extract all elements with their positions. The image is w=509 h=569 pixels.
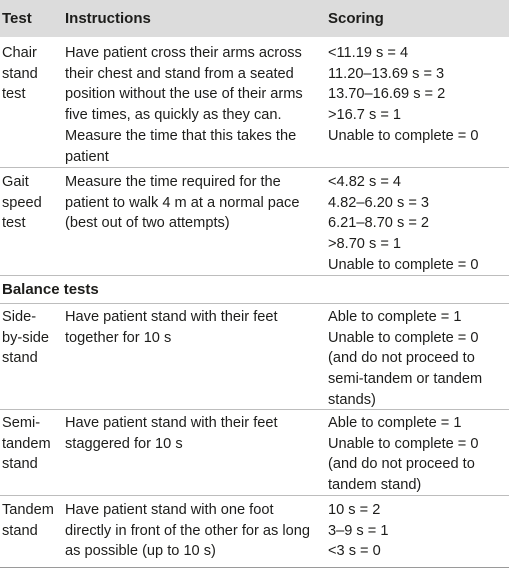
- test-name-line: Chair: [2, 45, 37, 61]
- scoring-line: <11.19 s = 4: [328, 45, 409, 61]
- row-instructions-cell: [65, 413, 278, 454]
- row-divider: [0, 409, 509, 410]
- scoring-line: Able to complete = 1: [328, 415, 462, 431]
- row-divider: [0, 275, 509, 276]
- header-test: Test: [2, 10, 32, 27]
- test-name-line: stand: [2, 522, 38, 539]
- instruction-line: directly in front of the other for as long: [65, 522, 310, 539]
- row-test-cell: [2, 500, 54, 541]
- test-name-line: tandem: [2, 435, 51, 452]
- table-header: [0, 0, 509, 37]
- test-name-line: by-side: [2, 329, 50, 346]
- test-name-line: speed: [2, 194, 42, 211]
- row-divider: [0, 167, 509, 168]
- instruction-line: position without the use of their arms: [65, 86, 303, 103]
- scoring-line: Unable to complete = 0: [328, 256, 479, 273]
- header-instructions: Instructions: [65, 10, 151, 27]
- row-scoring-cell: [328, 413, 479, 496]
- test-name-line: Semi-: [2, 415, 41, 431]
- row-test-cell: [2, 172, 42, 234]
- scoring-line: 3–9 s = 1: [328, 522, 389, 539]
- instruction-line: Have patient stand with their feet: [65, 309, 278, 325]
- test-name-line: test: [2, 215, 26, 232]
- row-instructions-cell: [65, 43, 303, 167]
- row-instructions-cell: [65, 172, 299, 234]
- row-test-cell: [2, 43, 38, 105]
- scoring-line: stands): [328, 391, 376, 408]
- test-name-line: Tandem: [2, 502, 54, 518]
- test-name-line: test: [2, 86, 26, 103]
- instruction-line: Have patient stand with their feet: [65, 415, 278, 431]
- table-bottom-rule: [0, 567, 509, 568]
- instruction-line: Measure the time that this takes the: [65, 127, 297, 144]
- scoring-line: Able to complete = 1: [328, 309, 462, 325]
- test-name-line: stand: [2, 65, 38, 82]
- instruction-line: as possible (up to 10 s): [65, 543, 216, 560]
- scoring-line: 4.82–6.20 s = 3: [328, 194, 430, 211]
- row-divider: [0, 303, 509, 304]
- row-scoring-cell: [328, 307, 482, 411]
- row-divider: [0, 495, 509, 496]
- row-instructions-cell: [65, 307, 278, 348]
- test-name-line: stand: [2, 456, 38, 473]
- scoring-line: Unable to complete = 0: [328, 329, 479, 346]
- scoring-line: (and do not proceed to: [328, 456, 475, 473]
- scoring-line: >8.70 s = 1: [328, 236, 402, 253]
- scoring-line: Unable to complete = 0: [328, 435, 479, 452]
- instruction-line: patient: [65, 148, 109, 165]
- test-name-line: Gait: [2, 174, 29, 190]
- scoring-line: semi-tandem or tandem: [328, 371, 483, 388]
- header-scoring: Scoring: [328, 10, 384, 27]
- instruction-line: Measure the time required for the: [65, 174, 281, 190]
- scoring-line: 13.70–16.69 s = 2: [328, 86, 446, 103]
- row-test-cell: [2, 307, 49, 369]
- scoring-line: 10 s = 2: [328, 502, 381, 518]
- instruction-line: Have patient stand with one foot: [65, 502, 274, 518]
- scoring-line: >16.7 s = 1: [328, 107, 402, 124]
- row-scoring-cell: [328, 500, 388, 562]
- scoring-line: tandem stand): [328, 477, 422, 494]
- row-instructions-cell: [65, 500, 310, 562]
- test-name-line: stand: [2, 350, 38, 367]
- instruction-line: their chest and stand from a seated: [65, 65, 294, 82]
- section-title: Balance tests: [2, 281, 99, 298]
- scoring-line: <3 s = 0: [328, 543, 381, 560]
- row-scoring-cell: [328, 43, 479, 147]
- instruction-line: patient to walk 4 m at a normal pace: [65, 194, 300, 211]
- instruction-line: (best out of two attempts): [65, 215, 230, 232]
- scoring-line: <4.82 s = 4: [328, 174, 402, 190]
- test-name-line: Side-: [2, 309, 37, 325]
- instruction-line: together for 10 s: [65, 329, 172, 346]
- row-scoring-cell: [328, 172, 479, 276]
- row-test-cell: [2, 413, 51, 475]
- scoring-line: (and do not proceed to: [328, 350, 475, 367]
- scoring-line: 11.20–13.69 s = 3: [328, 65, 445, 82]
- instruction-line: five times, as quickly as they can.: [65, 107, 282, 124]
- instruction-line: staggered for 10 s: [65, 435, 183, 452]
- scoring-line: Unable to complete = 0: [328, 127, 479, 144]
- scoring-line: 6.21–8.70 s = 2: [328, 215, 430, 232]
- instruction-line: Have patient cross their arms across: [65, 45, 302, 61]
